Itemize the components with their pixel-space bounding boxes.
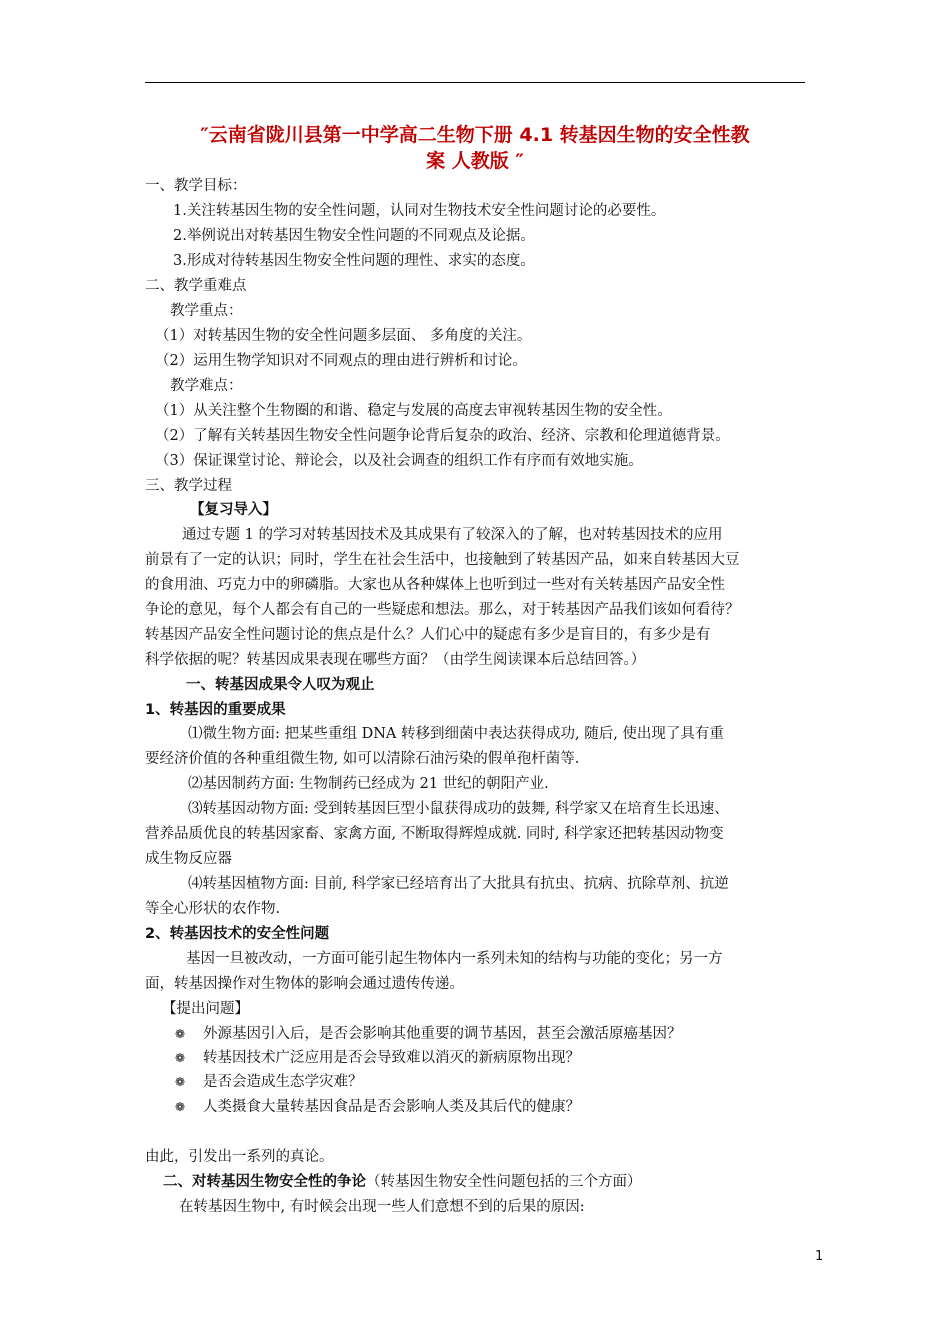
part-one-title: 一、转基因成果令人叹为观止 [186, 677, 375, 693]
document-title-line-2: 案 人教版 ″ [426, 150, 524, 172]
subsection-title-achievements: 1、转基因的重要成果 [145, 702, 286, 718]
difficulty-item: （1）从关注整个生物圈的和谐、稳定与发展的高度去审视转基因生物的安全性。 [155, 403, 672, 419]
intro-paragraph-line: 的食用油、巧克力中的卵磷脂。大家也从各种媒体上也听到过一些对有关转基因产品安全性 [145, 577, 725, 593]
intro-paragraph-line: 争论的意见，每个人都会有自己的一些疑虑和想法。那么，对于转基因产品我们该如何看待？ [145, 602, 740, 618]
part-two-note: （转基因生物安全性问题包括的三个方面） [366, 1174, 642, 1190]
objective-item: 3.形成对待转基因生物安全性问题的理性、求实的态度。 [173, 253, 535, 269]
questions-label: 【提出问题】 [162, 1001, 249, 1017]
difficulties-label: 教学难点： [170, 378, 243, 394]
closing-line: 在转基因生物中, 有时候会出现一些人们意想不到的后果的原因: [179, 1199, 585, 1215]
conclusion-text: 由此，引发出一系列的真论。 [145, 1149, 334, 1165]
question-item: 外源基因引入后，是否会影响其他重要的调节基因，甚至会激活原癌基因？ [203, 1026, 682, 1042]
objective-item: 1.关注转基因生物的安全性问题，认同对生物技术安全性问题讨论的必要性。 [173, 203, 666, 219]
achievement-line: 要经济价值的各种重组微生物, 如可以清除石油污染的假单孢杆菌等. [145, 751, 580, 767]
key-point-item: （2）运用生物学知识对不同观点的理由进行辨析和讨论。 [155, 353, 527, 369]
intro-paragraph-line: 前景有了一定的认识；同时，学生在社会生活中，也接触到了转基因产品，如来自转基因大豆 [145, 552, 740, 568]
part-two-heading [163, 1172, 642, 1192]
achievement-line: ⑶转基因动物方面: 受到转基因巨型小鼠获得成功的鼓舞, 科学家又在培育生长迅速、 [188, 801, 729, 817]
key-point-item: （1）对转基因生物的安全性问题多层面、 多角度的关注。 [155, 328, 532, 344]
intro-paragraph-line: 转基因产品安全性问题讨论的焦点是什么？人们心中的疑虑有多少是盲目的，有多少是有 [145, 627, 711, 643]
achievement-line: ⑵基因制药方面: 生物制药已经成为 21 世纪的朝阳产业. [188, 776, 549, 792]
objective-item: 2.举例说出对转基因生物安全性问题的不同观点及论据。 [173, 228, 535, 244]
difficulty-item: （3）保证课堂讨论、辩论会，以及社会调查的组织工作有序而有效地实施。 [155, 453, 643, 469]
achievement-line: 营养品质优良的转基因家畜、家禽方面, 不断取得辉煌成就. 同时, 科学家还把转基因动物变 [145, 826, 724, 842]
bomb-bullet-icon: ❁ [175, 1027, 186, 1041]
bomb-bullet-icon: ❁ [175, 1051, 186, 1065]
achievement-line: ⑷转基因植物方面: 目前, 科学家已经培育出了大批具有抗虫、抗病、抗除草剂、抗逆 [188, 876, 729, 892]
question-item: 是否会造成生态学灾难？ [203, 1074, 363, 1090]
header-rule [145, 82, 805, 83]
difficulty-item: （2）了解有关转基因生物安全性问题争论背后复杂的政治、经济、宗教和伦理道德背景。 [155, 428, 730, 444]
part-two-title: 二、对转基因生物安全性的争论 [163, 1174, 366, 1190]
bomb-bullet-icon: ❁ [175, 1100, 186, 1114]
subsection-title-safety: 2、转基因技术的安全性问题 [145, 926, 330, 942]
question-item: 转基因技术广泛应用是否会导致难以消灭的新病原物出现？ [203, 1050, 580, 1066]
section-heading-objectives: 一、教学目标： [145, 178, 247, 194]
intro-paragraph-line: 通过专题 1 的学习对转基因技术及其成果有了较深入的了解，也对转基因技术的应用 [182, 527, 723, 543]
bomb-bullet-icon: ❁ [175, 1075, 186, 1089]
section-heading-key-points: 二、教学重难点 [145, 278, 247, 294]
section-heading-process: 三、教学过程 [145, 478, 232, 494]
key-points-label: 教学重点： [170, 303, 243, 319]
document-title-line-1: ″云南省陇川县第一中学高二生物下册 4.1 转基因生物的安全性教 [200, 124, 750, 146]
achievement-line: 成生物反应器 [145, 851, 232, 867]
review-intro-label: 【复习导入】 [190, 502, 277, 518]
page-number: 1 [815, 1249, 824, 1264]
question-item: 人类摄食大量转基因食品是否会影响人类及其后代的健康？ [203, 1099, 580, 1115]
safety-paragraph-line: 基因一旦被改动，一方面可能引起生物体内一系列未知的结构与功能的变化；另一方 [186, 951, 723, 967]
achievement-line: 等全心形状的农作物. [145, 901, 281, 917]
safety-paragraph-line: 面，转基因操作对生物体的影响会通过遗传传递。 [145, 976, 464, 992]
achievement-line: ⑴微生物方面: 把某些重组 DNA 转移到细菌中表达获得成功, 随后, 使出现了具有重 [188, 726, 724, 742]
intro-paragraph-line: 科学依据的呢？转基因成果表现在哪些方面？（由学生阅读课本后总结回答。） [145, 652, 646, 668]
